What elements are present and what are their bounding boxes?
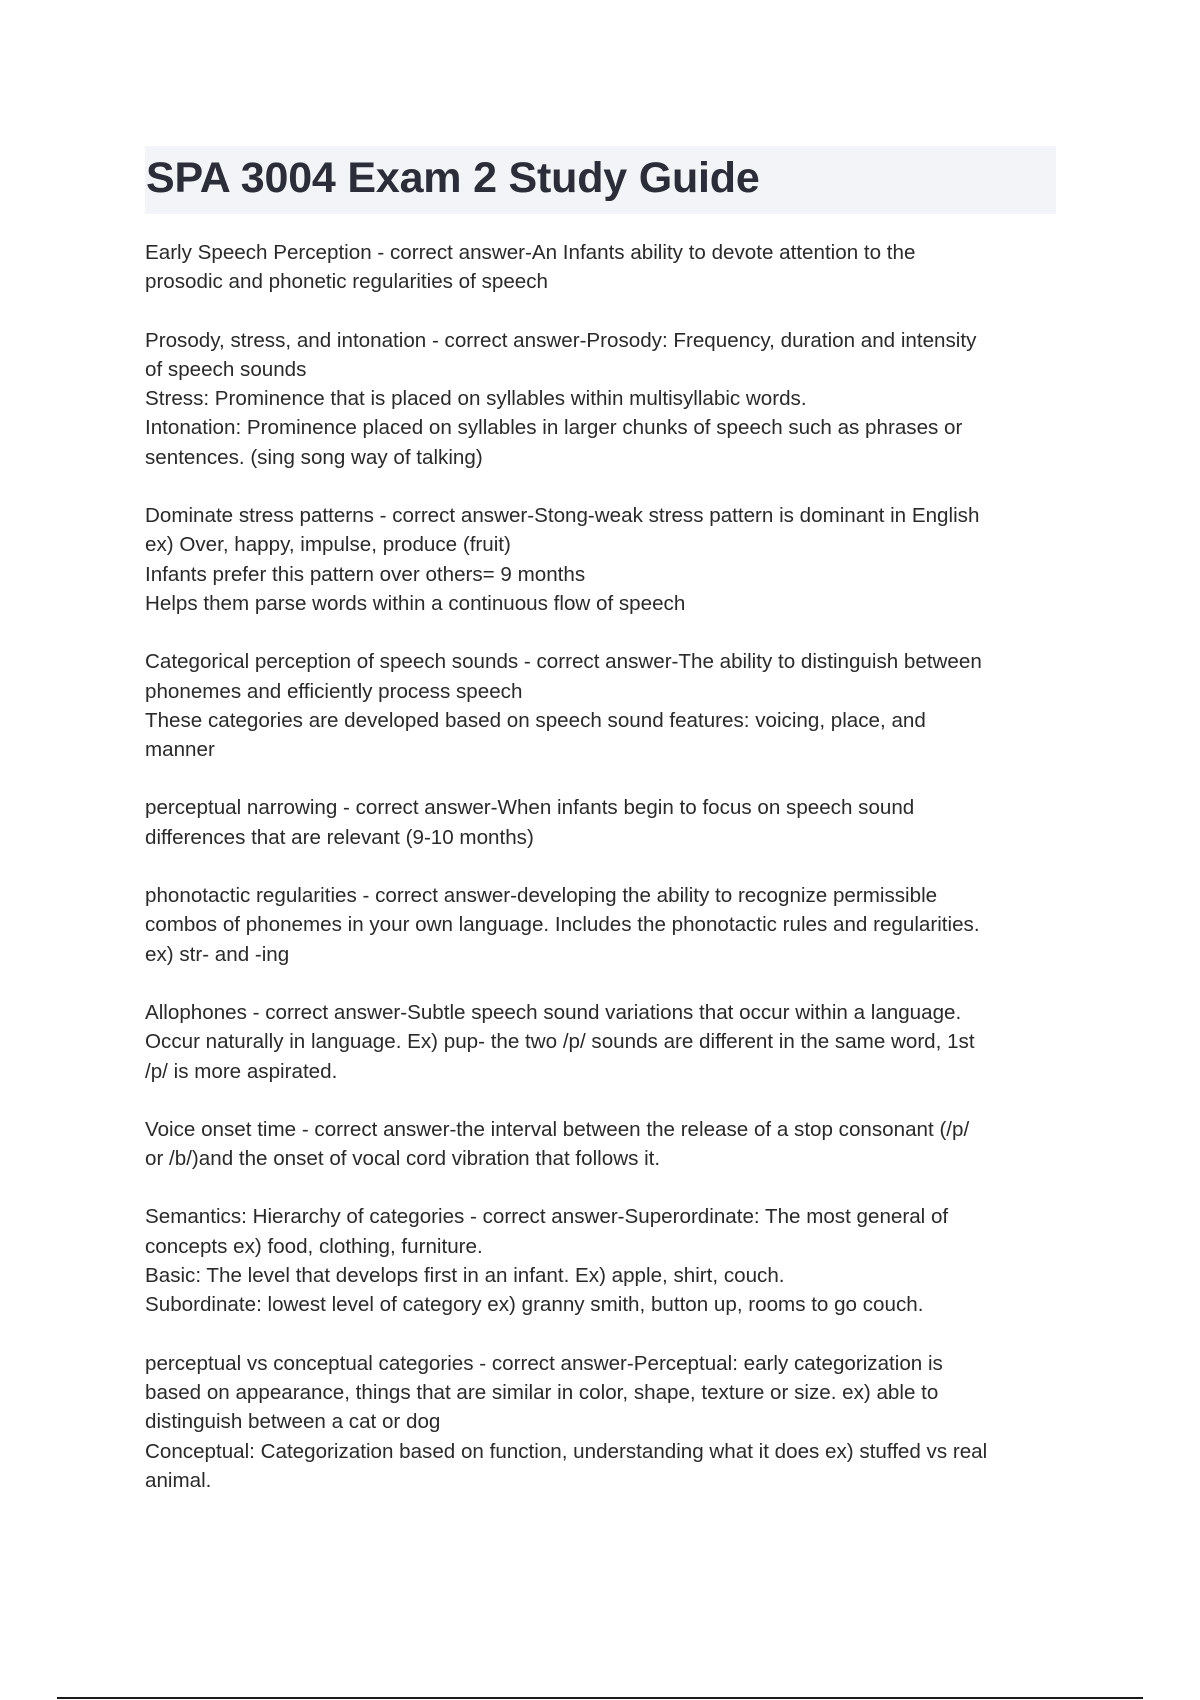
study-entry	[145, 326, 1065, 472]
entry-text-line: Categorical perception of speech sounds - correct answer-The ability to distinguish between	[145, 650, 982, 674]
page-title: SPA 3004 Exam 2 Study Guide	[146, 154, 760, 202]
study-entry	[145, 793, 1065, 852]
study-entry	[145, 647, 1065, 764]
entry-text-line: of speech sounds	[145, 357, 307, 381]
entry-text-line: Allophones - correct answer-Subtle speech sound variations that occur within a language.	[145, 1000, 962, 1024]
study-entry	[145, 501, 1065, 618]
study-entry	[145, 1349, 1065, 1495]
entry-text-line: or /b/)and the onset of vocal cord vibration that follows it.	[145, 1147, 661, 1171]
entry-text-line: phonemes and efficiently process speech	[145, 679, 523, 703]
entry-text-line: based on appearance, things that are similar in color, shape, texture or size. ex) able to	[145, 1380, 939, 1404]
entry-text-line: Stress: Prominence that is placed on syllables within multisyllabic words.	[145, 387, 807, 411]
entry-text-line: Basic: The level that develops first in an infant. Ex) apple, shirt, couch.	[145, 1264, 785, 1288]
footer-divider	[57, 1697, 1143, 1699]
entry-text-line: ex) Over, happy, impulse, produce (fruit)	[145, 533, 511, 557]
study-guide-body	[145, 238, 1065, 1524]
entry-text-line: distinguish between a cat or dog	[145, 1410, 441, 1434]
study-entry	[145, 1115, 1065, 1174]
entry-text-line: prosodic and phonetic regularities of speech	[145, 270, 548, 294]
entry-text-line: concepts ex) food, clothing, furniture.	[145, 1234, 483, 1258]
entry-text-line: Prosody, stress, and intonation - correct answer-Prosody: Frequency, duration and intensity	[145, 328, 977, 352]
entry-text-line: combos of phonemes in your own language. Includes the phonotactic rules and regularities.	[145, 913, 980, 937]
study-entry	[145, 238, 1065, 297]
entry-text-line: Dominate stress patterns - correct answer-Stong-weak stress pattern is dominant in English	[145, 504, 980, 528]
entry-text-line: manner	[145, 738, 215, 762]
entry-text-line: Conceptual: Categorization based on function, understanding what it does ex) stuffed vs real	[145, 1439, 988, 1463]
entry-text-line: perceptual narrowing - correct answer-When infants begin to focus on speech sound	[145, 796, 915, 820]
entry-text-line: Voice onset time - correct answer-the interval between the release of a stop consonant (/p/	[145, 1117, 970, 1141]
entry-text-line: /p/ is more aspirated.	[145, 1059, 338, 1083]
entry-text-line: Semantics: Hierarchy of categories - correct answer-Superordinate: The most general of	[145, 1205, 949, 1229]
entry-text-line: animal.	[145, 1468, 212, 1492]
entry-text-line: Infants prefer this pattern over others= 9 months	[145, 562, 586, 586]
entry-text-line: Early Speech Perception - correct answer-An Infants ability to devote attention to the	[145, 241, 916, 264]
entry-text-line: Subordinate: lowest level of category ex) granny smith, button up, rooms to go couch.	[145, 1293, 924, 1317]
entry-text-line: perceptual vs conceptual categories - correct answer-Perceptual: early categorization is	[145, 1351, 943, 1375]
entry-text-line: Helps them parse words within a continuous flow of speech	[145, 591, 686, 615]
entry-text-line: These categories are developed based on speech sound features: voicing, place, and	[145, 708, 926, 732]
entry-text-line: Intonation: Prominence placed on syllables in larger chunks of speech such as phrases or	[145, 416, 963, 440]
entry-text-line: Occur naturally in language. Ex) pup- the two /p/ sounds are different in the same word, 1st	[145, 1030, 975, 1054]
entry-text-line: phonotactic regularities - correct answer-developing the ability to recognize permissible	[145, 884, 938, 908]
entry-text-line: ex) str- and -ing	[145, 942, 290, 966]
study-entry	[145, 998, 1065, 1086]
entry-text-line: sentences. (sing song way of talking)	[145, 445, 483, 469]
study-entry	[145, 1202, 1065, 1319]
title-banner	[145, 146, 1056, 214]
entry-text-line: differences that are relevant (9-10 months)	[145, 825, 534, 849]
study-entry	[145, 881, 1065, 969]
